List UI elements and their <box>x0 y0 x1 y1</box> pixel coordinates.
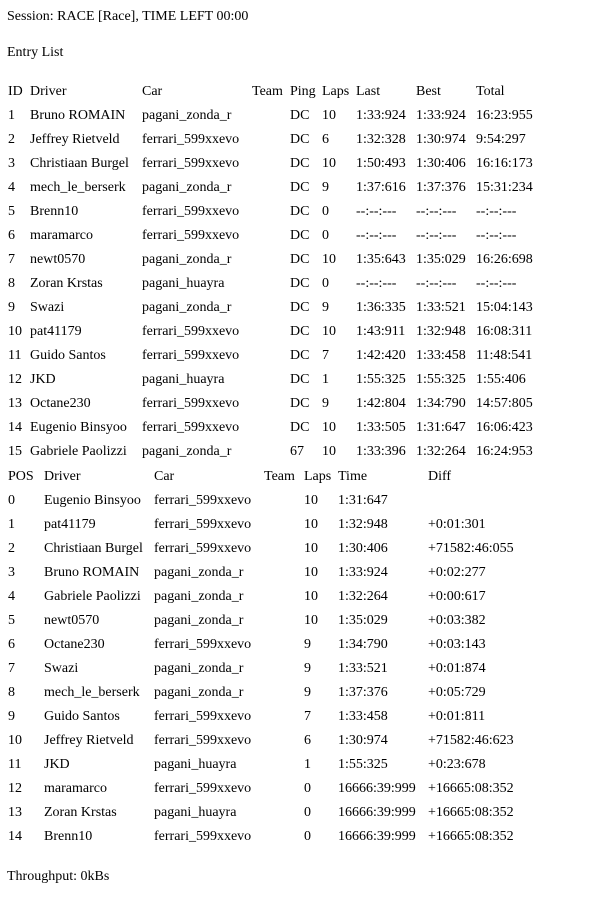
position-row <box>8 777 540 801</box>
entry-cell-team <box>252 104 290 128</box>
entry-cell-best: 1:37:376 <box>416 180 466 195</box>
entry-row <box>8 440 548 464</box>
entry-cell-total: 16:26:698 <box>476 252 533 267</box>
entry-row <box>8 392 548 416</box>
entry-cell-id: 8 <box>8 276 15 291</box>
entry-cell-laps: 6 <box>322 132 329 147</box>
session-status: Session: RACE [Race], TIME LEFT 00:00 <box>7 9 249 24</box>
position-cell-driver: maramarco <box>44 781 107 796</box>
entry-row <box>8 200 548 224</box>
entry-cell-car: pagani_huayra <box>142 276 225 291</box>
entry-cell-last: --:--:--- <box>356 204 397 219</box>
position-row <box>8 729 540 753</box>
entry-cell-laps: 10 <box>322 420 336 435</box>
entry-cell-team <box>252 272 290 296</box>
position-row <box>8 657 540 681</box>
entry-cell-driver: maramarco <box>30 228 93 243</box>
entry-cell-id: 9 <box>8 300 15 315</box>
entry-cell-team <box>252 344 290 368</box>
entry-cell-id: 11 <box>8 348 22 363</box>
position-cell-diff: +0:01:811 <box>428 709 486 724</box>
position-cell-time: 16666:39:999 <box>338 829 416 844</box>
position-cell-laps: 0 <box>304 781 311 796</box>
entry-cell-last: --:--:--- <box>356 228 397 243</box>
position-cell-car: ferrari_599xxevo <box>154 733 252 748</box>
position-cell-team <box>264 609 304 633</box>
position-cell-pos: 2 <box>8 541 15 556</box>
entry-cell-last: --:--:--- <box>356 276 397 291</box>
entry-cell-last: 1:33:924 <box>356 108 406 123</box>
entry-cell-driver: Swazi <box>30 300 65 315</box>
position-cell-car: ferrari_599xxevo <box>154 541 252 556</box>
entry-row <box>8 320 548 344</box>
position-row <box>8 561 540 585</box>
entry-cell-total: 16:08:311 <box>476 324 533 339</box>
entry-cell-id: 4 <box>8 180 15 195</box>
entry-cell-total: 16:06:423 <box>476 420 533 435</box>
position-cell-laps: 9 <box>304 685 311 700</box>
position-cell-time: 1:33:521 <box>338 661 388 676</box>
entry-cell-ping: DC <box>290 276 310 291</box>
entry-cell-last: 1:37:616 <box>356 180 406 195</box>
position-cell-diff: +16665:08:352 <box>428 829 514 844</box>
entry-list-header-row <box>8 80 548 104</box>
entry-cell-laps: 10 <box>322 444 336 459</box>
position-cell-pos: 6 <box>8 637 15 652</box>
entry-cell-driver: JKD <box>30 372 56 387</box>
entry-cell-last: 1:42:420 <box>356 348 406 363</box>
entry-row <box>8 224 548 248</box>
entry-cell-laps: 10 <box>322 156 336 171</box>
position-cell-car: pagani_zonda_r <box>154 565 244 580</box>
position-cell-driver: Jeffrey Rietveld <box>44 733 134 748</box>
position-cell-car: pagani_huayra <box>154 805 237 820</box>
entry-cell-total: 14:57:805 <box>476 396 533 411</box>
position-cell-team <box>264 585 304 609</box>
entry-cell-driver: Bruno ROMAIN <box>30 108 126 123</box>
position-cell-driver: Octane230 <box>44 637 105 652</box>
entry-cell-ping: DC <box>290 324 310 339</box>
position-cell-pos: 8 <box>8 685 15 700</box>
entry-cell-ping: DC <box>290 396 310 411</box>
position-row <box>8 825 540 849</box>
entry-cell-id: 3 <box>8 156 15 171</box>
position-cell-driver: Eugenio Binsyoo <box>44 493 141 508</box>
entry-cell-id: 12 <box>8 372 22 387</box>
position-cell-team <box>264 633 304 657</box>
entry-cell-last: 1:50:493 <box>356 156 406 171</box>
throughput-status: Throughput: 0kBs <box>7 869 110 884</box>
entry-cell-best: 1:55:325 <box>416 372 466 387</box>
position-cell-driver: pat41179 <box>44 517 96 532</box>
position-row <box>8 801 540 825</box>
entry-cell-laps: 7 <box>322 348 329 363</box>
entry-cell-car: pagani_zonda_r <box>142 180 232 195</box>
position-cell-pos: 4 <box>8 589 15 604</box>
entry-cell-team <box>252 128 290 152</box>
entry-cell-team <box>252 248 290 272</box>
entry-cell-best: --:--:--- <box>416 228 457 243</box>
entry-cell-laps: 0 <box>322 276 329 291</box>
entry-cell-car: ferrari_599xxevo <box>142 348 240 363</box>
entry-cell-total: 16:16:173 <box>476 156 533 171</box>
entry-cell-car: ferrari_599xxevo <box>142 228 240 243</box>
entry-list-body <box>8 104 548 464</box>
position-cell-laps: 10 <box>304 541 318 556</box>
entry-row <box>8 104 548 128</box>
entry-cell-id: 10 <box>8 324 22 339</box>
position-cell-pos: 11 <box>8 757 22 772</box>
position-cell-driver: Christiaan Burgel <box>44 541 143 556</box>
position-cell-diff: +0:23:678 <box>428 757 486 772</box>
entry-col-car: Car <box>142 84 163 99</box>
entry-cell-driver: Brenn10 <box>30 204 79 219</box>
position-cell-diff: +71582:46:623 <box>428 733 514 748</box>
position-cell-laps: 10 <box>304 517 318 532</box>
entry-col-driver: Driver <box>30 84 67 99</box>
entry-cell-laps: 10 <box>322 252 336 267</box>
position-cell-diff: +71582:46:055 <box>428 541 514 556</box>
entry-cell-best: 1:31:647 <box>416 420 466 435</box>
position-cell-laps: 1 <box>304 757 311 772</box>
entry-cell-best: 1:33:458 <box>416 348 466 363</box>
entry-row <box>8 368 548 392</box>
position-cell-time: 1:34:790 <box>338 637 388 652</box>
entry-col-laps: Laps <box>322 84 350 99</box>
entry-cell-driver: pat41179 <box>30 324 82 339</box>
entry-cell-last: 1:43:911 <box>356 324 406 339</box>
entry-cell-best: --:--:--- <box>416 204 457 219</box>
entry-cell-last: 1:42:804 <box>356 396 406 411</box>
position-cell-diff: +16665:08:352 <box>428 781 514 796</box>
entry-cell-ping: DC <box>290 300 310 315</box>
entry-cell-total: --:--:--- <box>476 228 517 243</box>
position-cell-car: pagani_zonda_r <box>154 661 244 676</box>
entry-cell-car: pagani_zonda_r <box>142 252 232 267</box>
position-cell-team <box>264 657 304 681</box>
entry-cell-team <box>252 416 290 440</box>
entry-cell-ping: DC <box>290 156 310 171</box>
entry-row <box>8 152 548 176</box>
position-cell-time: 1:30:406 <box>338 541 388 556</box>
position-row <box>8 753 540 777</box>
entry-cell-total: --:--:--- <box>476 204 517 219</box>
entry-row <box>8 416 548 440</box>
position-cell-diff: +0:01:301 <box>428 517 486 532</box>
entry-cell-best: 1:30:406 <box>416 156 466 171</box>
position-cell-car: ferrari_599xxevo <box>154 829 252 844</box>
position-cell-time: 1:37:376 <box>338 685 388 700</box>
position-cell-pos: 10 <box>8 733 22 748</box>
position-row <box>8 705 540 729</box>
entry-cell-total: 1:55:406 <box>476 372 526 387</box>
entry-cell-ping: DC <box>290 180 310 195</box>
position-cell-time: 1:55:325 <box>338 757 388 772</box>
position-cell-team <box>264 681 304 705</box>
position-cell-laps: 9 <box>304 637 311 652</box>
entry-cell-best: 1:30:974 <box>416 132 466 147</box>
position-row <box>8 489 540 513</box>
entry-cell-id: 6 <box>8 228 15 243</box>
entry-col-total: Total <box>476 84 505 99</box>
entry-cell-laps: 1 <box>322 372 329 387</box>
entry-cell-team <box>252 152 290 176</box>
position-cell-time: 1:33:458 <box>338 709 388 724</box>
entry-cell-ping: DC <box>290 204 310 219</box>
position-cell-laps: 9 <box>304 661 311 676</box>
position-cell-team <box>264 729 304 753</box>
entry-cell-ping: DC <box>290 252 310 267</box>
position-cell-time: 1:30:974 <box>338 733 388 748</box>
position-cell-pos: 13 <box>8 805 22 820</box>
position-cell-driver: Brenn10 <box>44 829 93 844</box>
entry-cell-last: 1:35:643 <box>356 252 406 267</box>
position-cell-laps: 10 <box>304 613 318 628</box>
entry-cell-ping: 67 <box>290 444 304 459</box>
position-cell-pos: 14 <box>8 829 22 844</box>
position-cell-driver: Gabriele Paolizzi <box>44 589 141 604</box>
position-cell-time: 16666:39:999 <box>338 805 416 820</box>
entry-cell-team <box>252 176 290 200</box>
positions-header-row <box>8 465 540 489</box>
entry-cell-ping: DC <box>290 108 310 123</box>
position-cell-team <box>264 513 304 537</box>
position-cell-team <box>264 753 304 777</box>
position-row <box>8 609 540 633</box>
entry-cell-ping: DC <box>290 420 310 435</box>
position-cell-driver: mech_le_berserk <box>44 685 140 700</box>
position-cell-pos: 1 <box>8 517 15 532</box>
entry-cell-car: ferrari_599xxevo <box>142 420 240 435</box>
position-cell-car: pagani_zonda_r <box>154 613 244 628</box>
position-cell-pos: 3 <box>8 565 15 580</box>
position-cell-pos: 5 <box>8 613 15 628</box>
position-cell-diff <box>428 489 540 513</box>
entry-list-table <box>8 80 548 464</box>
position-cell-car: ferrari_599xxevo <box>154 781 252 796</box>
position-row <box>8 633 540 657</box>
position-cell-laps: 10 <box>304 589 318 604</box>
position-cell-time: 1:32:264 <box>338 589 388 604</box>
entry-cell-team <box>252 224 290 248</box>
position-row <box>8 537 540 561</box>
entry-cell-total: 11:48:541 <box>476 348 533 363</box>
entry-cell-last: 1:55:325 <box>356 372 406 387</box>
position-cell-car: ferrari_599xxevo <box>154 637 252 652</box>
position-cell-pos: 12 <box>8 781 22 796</box>
entry-cell-total: 15:31:234 <box>476 180 533 195</box>
entry-cell-car: pagani_zonda_r <box>142 108 232 123</box>
entry-cell-id: 13 <box>8 396 22 411</box>
entry-col-id: ID <box>8 84 23 99</box>
entry-cell-car: ferrari_599xxevo <box>142 132 240 147</box>
entry-cell-last: 1:33:505 <box>356 420 406 435</box>
position-cell-laps: 0 <box>304 805 311 820</box>
position-cell-team <box>264 537 304 561</box>
entry-cell-team <box>252 200 290 224</box>
position-cell-car: ferrari_599xxevo <box>154 493 252 508</box>
position-cell-diff: +0:05:729 <box>428 685 486 700</box>
position-row <box>8 513 540 537</box>
entry-cell-laps: 9 <box>322 300 329 315</box>
entry-cell-driver: Gabriele Paolizzi <box>30 444 127 459</box>
position-cell-laps: 10 <box>304 493 318 508</box>
position-cell-pos: 9 <box>8 709 15 724</box>
entry-cell-ping: DC <box>290 348 310 363</box>
entry-cell-driver: Guido Santos <box>30 348 106 363</box>
position-col-diff: Diff <box>428 469 452 484</box>
position-cell-laps: 6 <box>304 733 311 748</box>
entry-cell-total: 15:04:143 <box>476 300 533 315</box>
entry-cell-id: 1 <box>8 108 15 123</box>
entry-cell-team <box>252 440 290 464</box>
entry-cell-best: 1:35:029 <box>416 252 466 267</box>
entry-col-best: Best <box>416 84 441 99</box>
entry-cell-driver: newt0570 <box>30 252 86 267</box>
position-cell-team <box>264 801 304 825</box>
positions-table <box>8 465 540 849</box>
entry-cell-laps: 9 <box>322 396 329 411</box>
entry-cell-last: 1:33:396 <box>356 444 406 459</box>
entry-cell-ping: DC <box>290 228 310 243</box>
position-cell-driver: Zoran Krstas <box>44 805 117 820</box>
position-col-laps: Laps <box>304 469 332 484</box>
entry-cell-best: 1:34:790 <box>416 396 466 411</box>
entry-cell-total: --:--:--- <box>476 276 517 291</box>
position-cell-driver: Bruno ROMAIN <box>44 565 140 580</box>
entry-cell-ping: DC <box>290 132 310 147</box>
position-cell-car: ferrari_599xxevo <box>154 709 252 724</box>
position-col-driver: Driver <box>44 469 81 484</box>
entry-col-last: Last <box>356 84 381 99</box>
entry-cell-car: ferrari_599xxevo <box>142 156 240 171</box>
position-cell-driver: JKD <box>44 757 70 772</box>
position-cell-team <box>264 777 304 801</box>
entry-cell-car: pagani_zonda_r <box>142 444 232 459</box>
entry-cell-total: 16:24:953 <box>476 444 533 459</box>
position-row <box>8 585 540 609</box>
entry-cell-team <box>252 320 290 344</box>
position-cell-car: pagani_zonda_r <box>154 685 244 700</box>
position-cell-time: 1:32:948 <box>338 517 388 532</box>
position-cell-time: 1:33:924 <box>338 565 388 580</box>
entry-cell-team <box>252 392 290 416</box>
entry-cell-id: 5 <box>8 204 15 219</box>
position-cell-team <box>264 705 304 729</box>
position-cell-diff: +0:03:382 <box>428 613 486 628</box>
position-col-time: Time <box>338 469 368 484</box>
position-cell-laps: 0 <box>304 829 311 844</box>
entry-cell-driver: Zoran Krstas <box>30 276 103 291</box>
entry-cell-laps: 10 <box>322 324 336 339</box>
entry-cell-team <box>252 296 290 320</box>
entry-cell-id: 15 <box>8 444 22 459</box>
position-col-car: Car <box>154 469 175 484</box>
entry-cell-car: pagani_huayra <box>142 372 225 387</box>
entry-cell-best: 1:32:264 <box>416 444 466 459</box>
entry-cell-total: 9:54:297 <box>476 132 526 147</box>
position-cell-time: 1:35:029 <box>338 613 388 628</box>
entry-col-team: Team <box>252 84 283 99</box>
entry-cell-laps: 0 <box>322 204 329 219</box>
position-cell-team <box>264 489 304 513</box>
entry-cell-car: ferrari_599xxevo <box>142 324 240 339</box>
position-cell-diff: +0:01:874 <box>428 661 486 676</box>
position-cell-car: pagani_huayra <box>154 757 237 772</box>
entry-cell-car: ferrari_599xxevo <box>142 396 240 411</box>
entry-row <box>8 272 548 296</box>
entry-row <box>8 128 548 152</box>
entry-row <box>8 344 548 368</box>
entry-cell-last: 1:32:328 <box>356 132 406 147</box>
entry-cell-driver: Jeffrey Rietveld <box>30 132 120 147</box>
entry-cell-laps: 0 <box>322 228 329 243</box>
position-row <box>8 681 540 705</box>
entry-cell-laps: 10 <box>322 108 336 123</box>
position-cell-time: 1:31:647 <box>338 493 388 508</box>
position-cell-diff: +16665:08:352 <box>428 805 514 820</box>
entry-row <box>8 248 548 272</box>
entry-cell-driver: mech_le_berserk <box>30 180 126 195</box>
entry-list-title: Entry List <box>7 45 64 60</box>
position-cell-car: ferrari_599xxevo <box>154 517 252 532</box>
position-cell-time: 16666:39:999 <box>338 781 416 796</box>
position-cell-driver: Guido Santos <box>44 709 120 724</box>
entry-col-ping: Ping <box>290 84 316 99</box>
position-cell-diff: +0:03:143 <box>428 637 486 652</box>
position-cell-pos: 0 <box>8 493 15 508</box>
position-cell-diff: +0:02:277 <box>428 565 486 580</box>
position-cell-car: pagani_zonda_r <box>154 589 244 604</box>
position-cell-pos: 7 <box>8 661 15 676</box>
entry-cell-best: 1:33:924 <box>416 108 466 123</box>
entry-cell-car: pagani_zonda_r <box>142 300 232 315</box>
entry-row <box>8 176 548 200</box>
position-col-team: Team <box>264 469 295 484</box>
entry-cell-team <box>252 368 290 392</box>
position-cell-driver: Swazi <box>44 661 79 676</box>
entry-cell-id: 14 <box>8 420 22 435</box>
position-cell-team <box>264 825 304 849</box>
entry-cell-best: --:--:--- <box>416 276 457 291</box>
entry-cell-driver: Christiaan Burgel <box>30 156 129 171</box>
entry-cell-ping: DC <box>290 372 310 387</box>
position-cell-laps: 7 <box>304 709 311 724</box>
entry-cell-last: 1:36:335 <box>356 300 406 315</box>
entry-cell-laps: 9 <box>322 180 329 195</box>
position-col-pos: POS <box>8 469 34 484</box>
entry-cell-driver: Octane230 <box>30 396 91 411</box>
entry-cell-id: 7 <box>8 252 15 267</box>
entry-cell-id: 2 <box>8 132 15 147</box>
position-cell-driver: newt0570 <box>44 613 100 628</box>
entry-row <box>8 296 548 320</box>
entry-cell-total: 16:23:955 <box>476 108 533 123</box>
position-cell-diff: +0:00:617 <box>428 589 486 604</box>
entry-cell-car: ferrari_599xxevo <box>142 204 240 219</box>
positions-body <box>8 489 540 849</box>
position-cell-laps: 10 <box>304 565 318 580</box>
entry-cell-driver: Eugenio Binsyoo <box>30 420 127 435</box>
entry-cell-best: 1:33:521 <box>416 300 466 315</box>
entry-cell-best: 1:32:948 <box>416 324 466 339</box>
position-cell-team <box>264 561 304 585</box>
